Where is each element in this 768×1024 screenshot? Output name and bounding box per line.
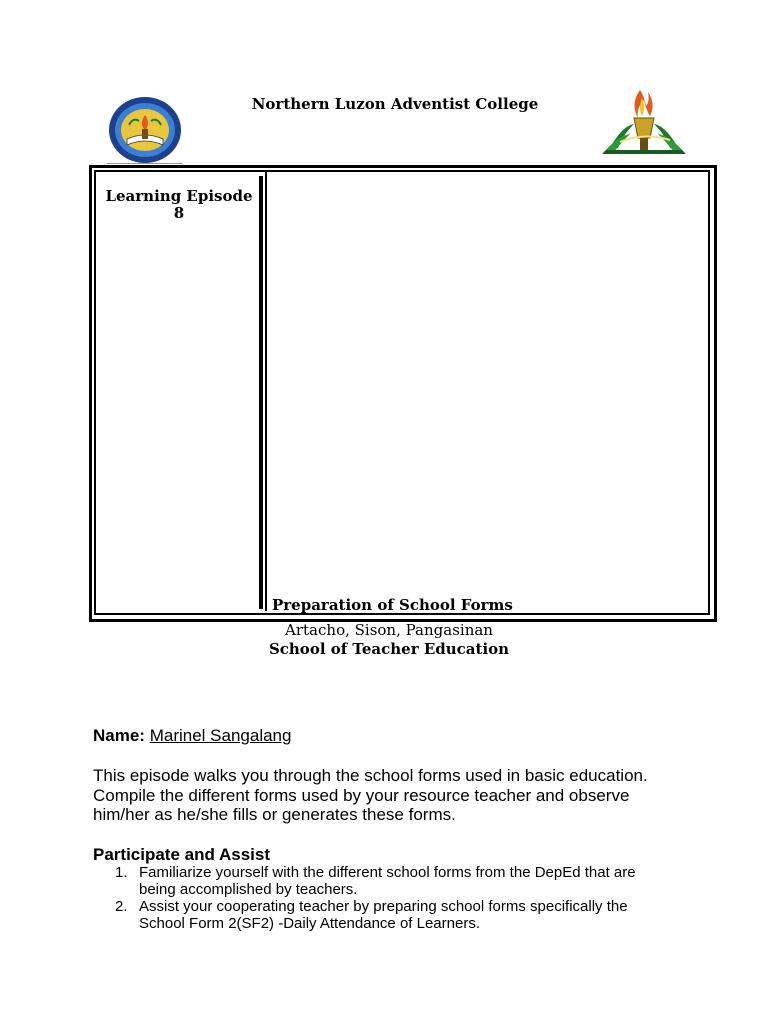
list-item-text: Assist your cooperating teacher by preparing school forms specifically the School Form 2(SF2) -Daily Attendance of Learners. <box>139 898 628 932</box>
frame-divider-thin <box>265 170 267 611</box>
participate-heading: Participate and Assist <box>93 845 270 864</box>
torch-laurel-icon <box>600 86 688 158</box>
list-item <box>93 864 673 898</box>
module-title: Preparation of School Forms <box>272 596 513 614</box>
name-value: Marinel Sangalang <box>149 726 292 745</box>
college-name: Northern Luzon Adventist College <box>251 95 539 113</box>
college-address: Artacho, Sison, Pangasinan <box>285 621 493 639</box>
frame-divider-thick <box>259 176 263 609</box>
student-name-line <box>93 726 291 746</box>
logo-underline <box>107 163 183 164</box>
episode-number: 8 <box>173 204 185 222</box>
list-item <box>93 898 673 932</box>
list-item-number: 1. <box>115 864 128 881</box>
episode-label-line1: Learning Episode <box>105 187 253 205</box>
school-name: School of Teacher Education <box>268 640 510 658</box>
intro-paragraph: This episode walks you through the school forms used in basic education. Compile the different forms used by your resource teacher and observe him/her as he/she fills or generates these forms. <box>93 766 648 824</box>
list-item-number: 2. <box>115 898 128 915</box>
cover-frame-inner <box>94 170 710 615</box>
name-label: Name: <box>93 726 145 745</box>
task-list <box>93 864 673 932</box>
episode-label <box>100 188 258 222</box>
college-seal-icon <box>107 95 183 165</box>
list-item-text: Familiarize yourself with the different school forms from the DepEd that are being accomplished by teachers. <box>139 864 636 898</box>
